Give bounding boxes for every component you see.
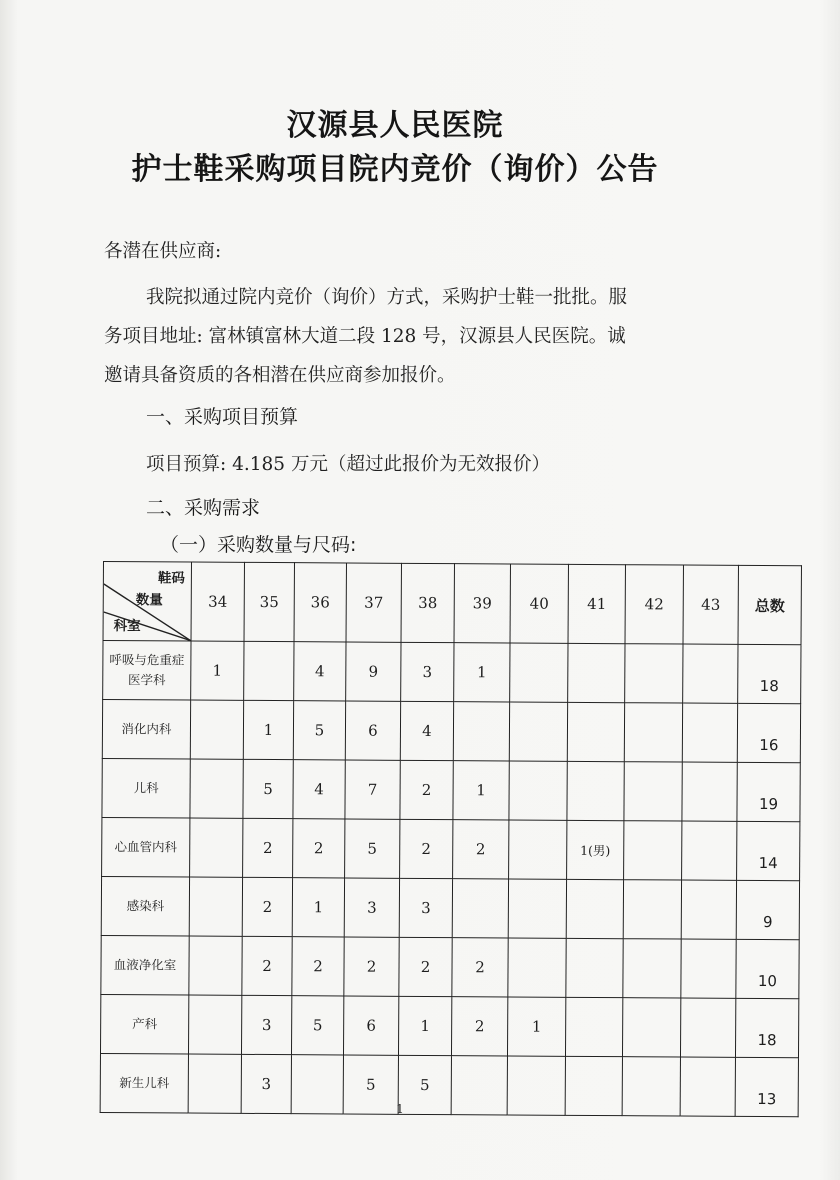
quantity-cell	[190, 818, 243, 877]
quantity-cell	[188, 995, 241, 1054]
shoe-size-table	[100, 561, 802, 1117]
quantity-cell: 6	[345, 701, 400, 760]
intro-line-3: 邀请具备资质的各相潜在供应商参加报价。	[104, 365, 456, 386]
quantity-cell	[189, 936, 242, 995]
quantity-cell	[510, 643, 568, 702]
quantity-cell	[566, 879, 623, 938]
total-cell: 14	[737, 821, 800, 880]
quantity-cell: 4	[293, 760, 345, 819]
quantity-cell	[681, 880, 736, 939]
quantity-cell	[682, 762, 737, 821]
table-row	[103, 641, 801, 704]
quantity-cell	[565, 997, 622, 1056]
quantity-cell: 2	[451, 997, 507, 1056]
quantity-cell: 6	[343, 996, 398, 1055]
quantity-cell: 1	[398, 996, 451, 1055]
quantity-cell	[568, 643, 625, 702]
department-cell: 感染科	[101, 876, 189, 936]
quantity-cell: 5	[243, 759, 293, 818]
quantity-cell	[190, 700, 243, 759]
department-cell: 消化内科	[102, 700, 190, 760]
size-header-cell: 42	[625, 565, 683, 644]
quantity-cell: 2	[242, 936, 292, 995]
quantity-cell: 1	[243, 700, 293, 759]
quantity-cell: 5	[291, 996, 343, 1055]
quantity-cell	[624, 762, 682, 821]
quantity-cell: 2	[344, 937, 399, 996]
quantity-cell: 2	[399, 937, 452, 996]
quantity-cell	[683, 644, 738, 703]
section-budget-heading: 一、采购项目预算	[146, 406, 299, 428]
total-header-cell: 总数	[738, 565, 801, 644]
size-header-cell: 36	[294, 563, 346, 642]
quantity-cell: 7	[345, 760, 400, 819]
quantity-cell	[623, 880, 681, 939]
total-cell: 19	[737, 762, 800, 821]
quantity-cell: 5	[345, 819, 400, 878]
quantity-cell	[509, 702, 567, 761]
salutation: 各潜在供应商:	[104, 241, 222, 262]
quantity-cell: 5	[343, 1055, 398, 1114]
quantity-cell: 3	[241, 1054, 291, 1113]
quantity-cell	[625, 644, 683, 703]
quantity-cell	[681, 939, 736, 998]
quantity-cell: 2	[292, 937, 344, 996]
document-title-project: 护士鞋采购项目院内竞价（询价）公告	[131, 152, 659, 187]
total-cell: 9	[736, 880, 799, 939]
size-header-cell: 43	[683, 565, 738, 644]
department-cell: 新生儿科	[100, 1053, 188, 1113]
total-cell: 16	[737, 703, 800, 762]
budget-text: 项目预算: 4.185 万元（超过此报价为无效报价）	[146, 454, 550, 475]
table-row	[100, 994, 798, 1057]
quantity-cell: 1	[507, 997, 565, 1056]
intro-line-2: 务项目地址: 富林镇富林大道二段 128 号，汉源县人民医院。诚	[104, 326, 626, 347]
size-header-cell: 40	[510, 564, 568, 643]
quantity-cell	[623, 939, 681, 998]
quantity-cell	[244, 641, 294, 700]
quantity-cell	[508, 938, 566, 997]
document-title-hospital: 汉源县人民医院	[286, 108, 504, 143]
quantity-cell	[453, 702, 509, 761]
quantity-cell: 2	[243, 818, 293, 877]
total-cell: 13	[735, 1057, 798, 1116]
quantity-cell: 4	[294, 642, 346, 701]
quantity-cell	[622, 998, 680, 1057]
quantity-cell	[189, 877, 242, 936]
quantity-cell	[680, 998, 735, 1057]
page-number: 1	[396, 1102, 404, 1116]
total-cell: 18	[735, 998, 798, 1057]
quantity-cell: 3	[401, 642, 454, 701]
size-header-cell: 37	[346, 563, 401, 642]
quantity-cell: 3	[344, 878, 399, 937]
table-header-row	[103, 562, 801, 645]
department-cell: 血液净化室	[101, 935, 189, 995]
corner-label-department: 科室	[113, 618, 141, 635]
quantity-cell: 9	[346, 642, 401, 701]
table-row	[102, 817, 800, 880]
subsection-quantity-size-heading: （一）采购数量与尺码:	[160, 534, 357, 556]
department-cell: 儿科	[102, 758, 190, 818]
quantity-cell: 5	[398, 1055, 451, 1114]
size-header-cell: 35	[244, 562, 294, 641]
total-cell: 10	[736, 939, 799, 998]
table-row	[102, 700, 800, 763]
size-header-cell: 38	[401, 563, 454, 642]
quantity-cell	[566, 938, 623, 997]
corner-label-size: 鞋码	[157, 570, 185, 587]
quantity-cell: 2	[242, 877, 292, 936]
department-cell: 呼吸与危重症医学科	[103, 641, 191, 701]
quantity-cell: 2	[400, 819, 453, 878]
size-header-cell: 39	[454, 564, 510, 643]
quantity-cell	[624, 821, 682, 880]
corner-label-quantity: 数量	[135, 592, 163, 609]
total-cell: 18	[738, 644, 801, 703]
quantity-cell: 5	[293, 701, 345, 760]
quantity-cell	[624, 703, 682, 762]
table-row	[101, 876, 799, 939]
quantity-cell: 1	[454, 643, 510, 702]
quantity-cell	[682, 821, 737, 880]
quantity-cell: 1	[453, 761, 509, 820]
quantity-cell: 2	[400, 760, 453, 819]
quantity-cell: 3	[241, 995, 291, 1054]
quantity-cell	[509, 820, 567, 879]
corner-header-cell	[103, 562, 191, 642]
department-cell: 心血管内科	[102, 817, 190, 877]
size-header-cell: 34	[191, 562, 244, 641]
section-requirements-heading: 二、采购需求	[146, 497, 261, 519]
quantity-cell	[508, 879, 566, 938]
quantity-cell: 1	[292, 878, 344, 937]
table-row	[102, 758, 800, 821]
quantity-cell	[452, 879, 508, 938]
department-cell: 产科	[100, 994, 188, 1054]
quantity-cell	[567, 761, 624, 820]
quantity-cell	[682, 703, 737, 762]
quantity-cell: 2	[452, 938, 508, 997]
quantity-cell	[509, 761, 567, 820]
quantity-cell: 4	[400, 701, 453, 760]
quantity-cell: 2	[293, 819, 345, 878]
quantity-cell: 2	[453, 820, 509, 879]
quantity-cell: 3	[399, 878, 452, 937]
size-header-cell: 41	[568, 564, 625, 643]
quantity-cell: 1	[191, 641, 244, 700]
table-row	[101, 935, 799, 998]
quantity-cell	[567, 702, 624, 761]
intro-line-1: 我院拟通过院内竞价（询价）方式，采购护士鞋一批批。服	[146, 287, 628, 308]
quantity-cell: 1(男)	[567, 820, 624, 879]
quantity-cell	[190, 759, 243, 818]
